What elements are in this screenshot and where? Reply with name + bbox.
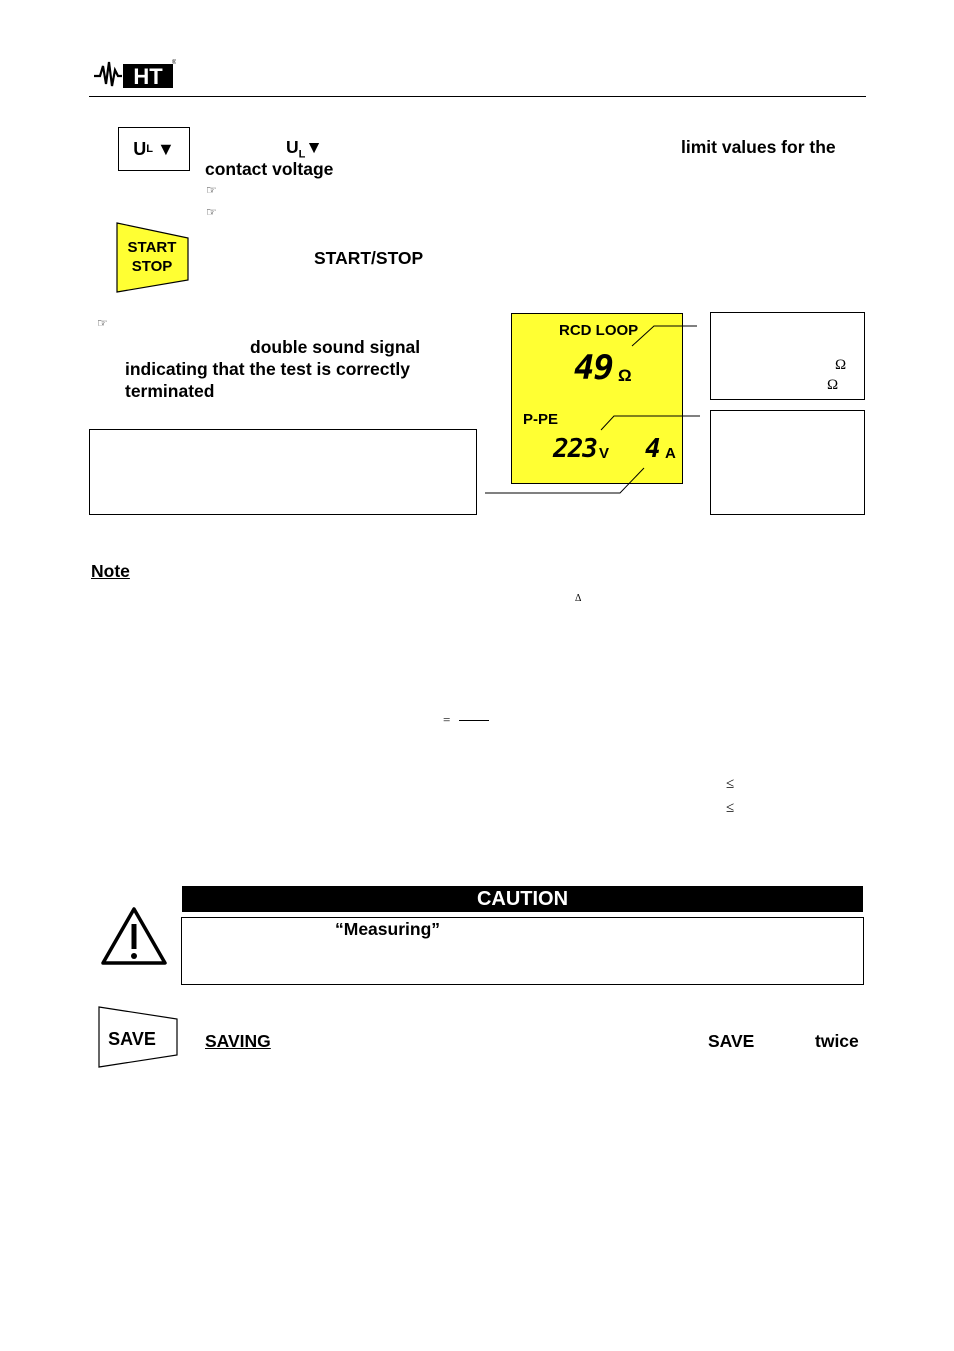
start-stop-key bbox=[116, 222, 190, 294]
contact-voltage-text: contact voltage bbox=[205, 159, 334, 179]
result-line-1: double sound signal bbox=[250, 337, 421, 357]
ul-key-sub: L bbox=[146, 143, 153, 155]
header-rule bbox=[89, 96, 866, 97]
result-line-2: indicating that the test is correctly bbox=[125, 359, 410, 379]
ohm-symbol: Ω bbox=[827, 377, 839, 393]
note-title: Note bbox=[91, 561, 130, 581]
limit-values-text: limit values for the bbox=[681, 137, 836, 157]
save-key bbox=[98, 1006, 180, 1070]
ul-key-arrow: ▼ bbox=[156, 138, 175, 159]
fraction-bar bbox=[459, 720, 489, 721]
lcd-voltage: 223 bbox=[553, 434, 597, 464]
warning-triangle-icon bbox=[100, 906, 168, 966]
comment-box-left bbox=[89, 429, 477, 515]
start-label: START bbox=[127, 239, 177, 256]
leq-symbol: ≤ bbox=[726, 776, 735, 792]
ul-inline-sub: L bbox=[298, 148, 306, 161]
lcd-volt-unit: V bbox=[599, 445, 610, 462]
comment-box-right-bottom bbox=[710, 410, 865, 515]
lcd-phase-label: P-PE bbox=[523, 411, 559, 428]
ul-inline-u: U bbox=[286, 137, 299, 157]
leq-symbol: ≤ bbox=[726, 800, 735, 816]
hand-pointer-icon: ☞ bbox=[206, 183, 217, 197]
save-inline-text: SAVE bbox=[708, 1031, 755, 1051]
lcd-amp-unit: A bbox=[665, 445, 676, 462]
stop-label: STOP bbox=[131, 258, 173, 275]
equals-symbol: = bbox=[443, 712, 451, 727]
lcd-ohm-unit: Ω bbox=[618, 366, 632, 385]
start-stop-text: START/STOP bbox=[314, 248, 424, 268]
ht-logo bbox=[92, 58, 176, 90]
ohm-symbol: Ω bbox=[835, 357, 847, 373]
logo-registered: ® bbox=[172, 60, 176, 66]
ul-key bbox=[118, 127, 190, 171]
comment-box-right-top bbox=[710, 312, 865, 400]
result-line-3: terminated bbox=[125, 381, 215, 401]
delta-symbol: Δ bbox=[575, 593, 582, 604]
hand-pointer-icon: ☞ bbox=[97, 316, 108, 330]
callout-lines bbox=[484, 320, 704, 500]
lcd-current: 4 bbox=[645, 434, 660, 464]
lcd-resistance: 49 bbox=[574, 348, 613, 388]
hand-pointer-icon: ☞ bbox=[206, 205, 217, 219]
saving-title: SAVING bbox=[205, 1031, 271, 1051]
ul-inline-arrow: ▼ bbox=[305, 137, 323, 157]
caution-box bbox=[181, 917, 864, 985]
logo-text: HT bbox=[133, 64, 163, 89]
caution-header: CAUTION bbox=[182, 886, 863, 912]
ul-inline-key bbox=[286, 137, 323, 161]
lcd-mode: RCD LOOP bbox=[559, 322, 639, 339]
ul-key-u: U bbox=[133, 138, 147, 159]
save-key-label: SAVE bbox=[108, 1029, 156, 1049]
measuring-text: “Measuring” bbox=[335, 919, 441, 939]
twice-text: twice bbox=[815, 1031, 859, 1051]
